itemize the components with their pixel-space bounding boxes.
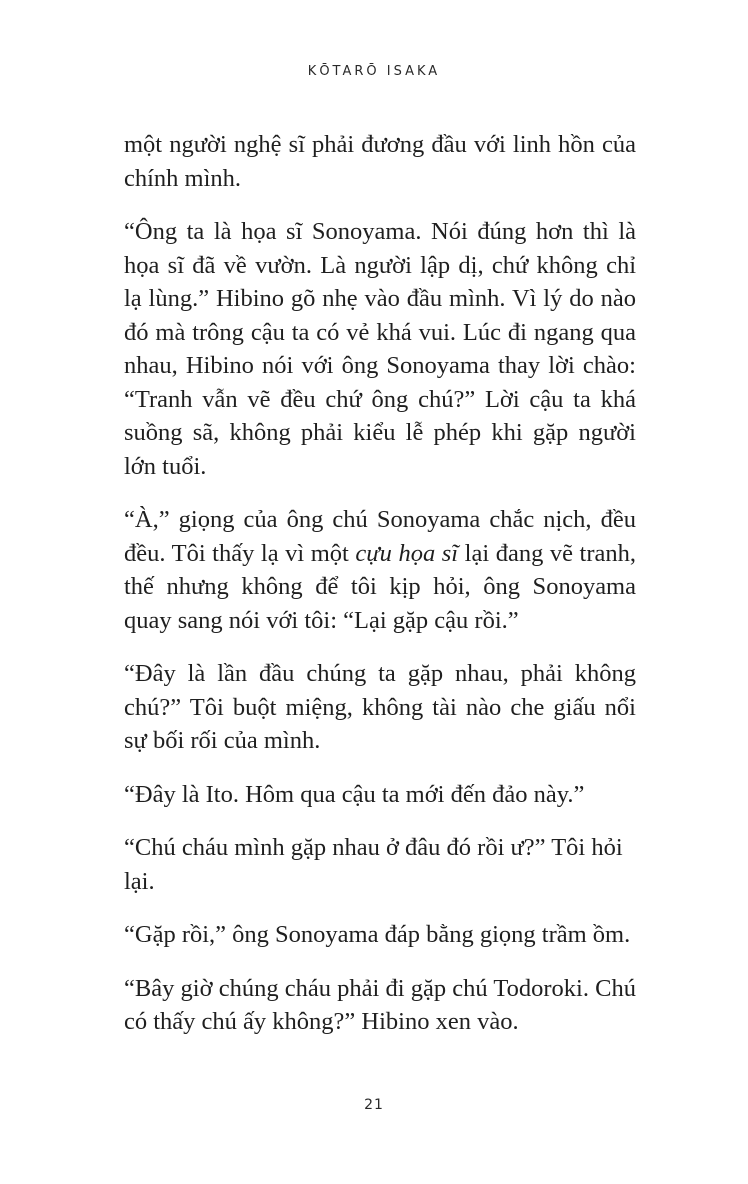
page-number: 21 (364, 1097, 384, 1113)
paragraph-1: một người nghệ sĩ phải đương đầu với linh hồn của chính mình. (124, 131, 636, 192)
paragraph-5: “Đây là Ito. Hôm qua cậu ta mới đến đảo này.” (124, 780, 585, 808)
text-body (124, 128, 636, 1059)
paragraph-8: “Bây giờ chúng cháu phải đi gặp chú Todoroki. Chú có thấy chú ấy không?” Hibino xen vào. (124, 974, 636, 1035)
paragraph-4: “Đây là lần đầu chúng ta gặp nhau, phải không chú?” Tôi buột miệng, không tài nào che giấu nổi sự bối rối của mình. (124, 660, 636, 754)
paragraph-3-start: “À,” giọng của ông chú Sonoyama chắc nịch, đều đều. Tôi thấy lạ vì một (124, 506, 636, 567)
paragraph-3-end: lại đang vẽ tranh, thế nhưng không để tôi kịp hỏi, ông Sonoyama quay sang nói với tôi: “Lại gặp cậu rồi.” (124, 539, 637, 634)
paragraph-2: “Ông ta là họa sĩ Sonoyama. Nói đúng hơn thì là họa sĩ đã về vườn. Là người lập dị, chứ không chỉ lạ lùng.” Hibino gõ nhẹ vào đầu mình. Vì lý do nào đó mà trông cậu ta có vẻ khá vui. Lúc đi ngang qua nhau, Hibino nói với ông Sonoyama thay lời chào: “Tranh vẫn vẽ đều chứ ông chú?” Lời cậu ta khá suồng sã, không phải kiểu lễ phép khi gặp người lớn tuổi. (124, 218, 636, 480)
paragraph-6: “Chú cháu mình gặp nhau ở đâu đó rồi ư?” Tôi hỏi lại. (124, 834, 623, 895)
paragraph-7: “Gặp rồi,” ông Sonoyama đáp bằng giọng trầm ồm. (124, 921, 631, 948)
running-head: KŌTARŌ ISAKA (307, 64, 441, 79)
paragraph-3 (124, 503, 636, 637)
paragraph-3-italic: cựu họa sĩ (355, 539, 459, 567)
